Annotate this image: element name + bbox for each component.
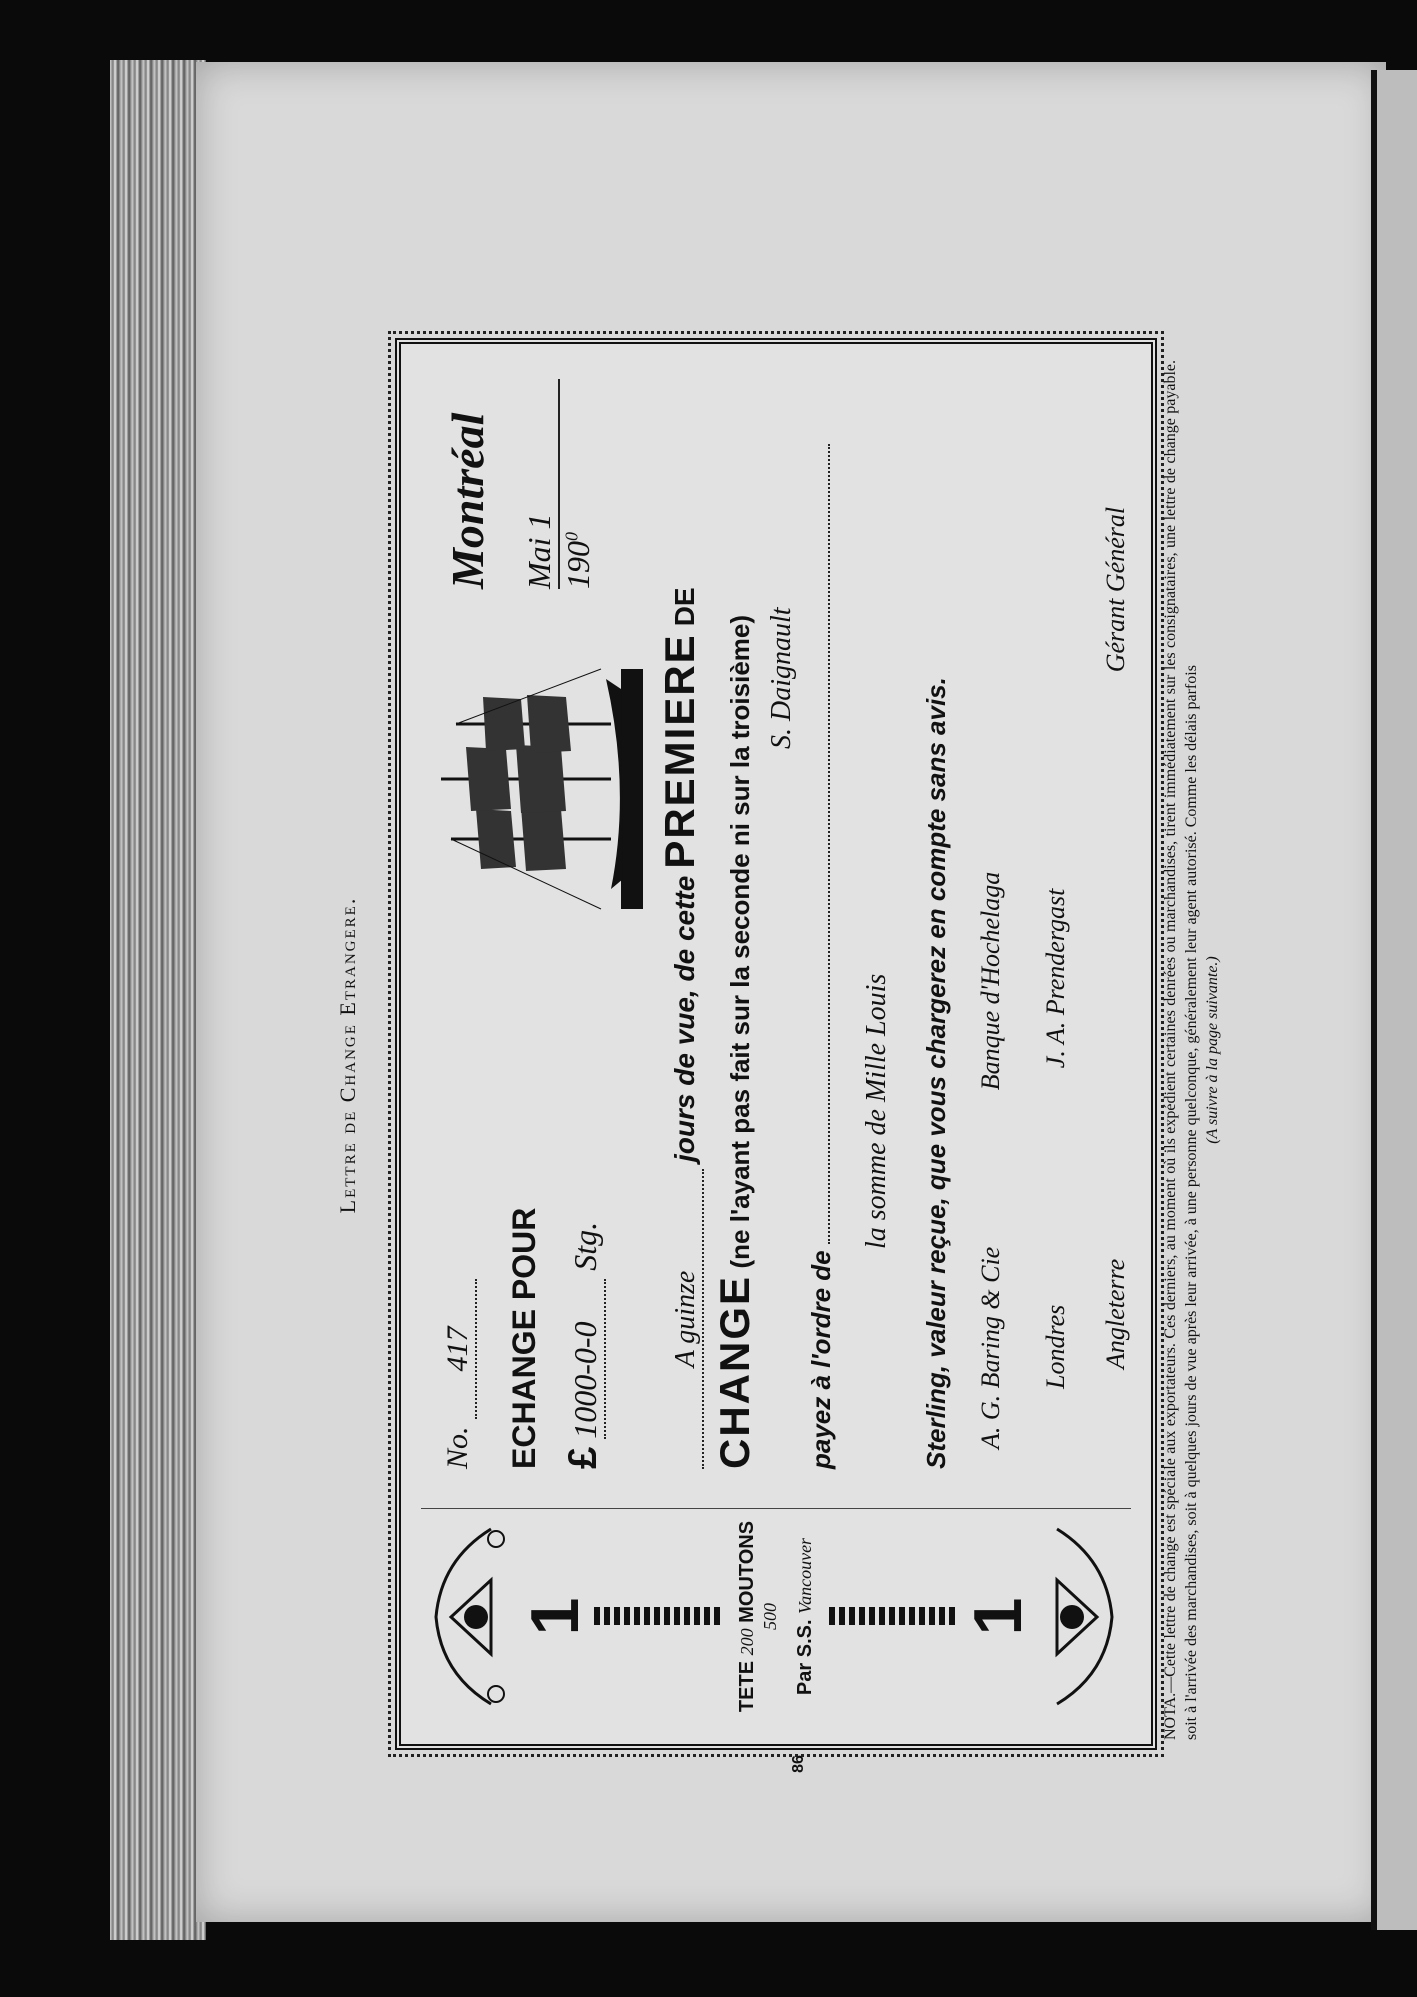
order-label: payez à l'ordre de <box>806 1250 836 1469</box>
stub-ship-value: Vancouver <box>795 1537 815 1614</box>
city-hand: Londres <box>1041 1304 1070 1389</box>
date-value: Mai 1 <box>521 379 560 589</box>
sterling-row <box>921 374 952 1469</box>
stub-ornament-bottom <box>1037 1509 1127 1724</box>
stub-moutons-label: MOUTONS <box>736 1520 758 1623</box>
page-heading: Lettre de Change Etrangere. <box>335 896 360 1214</box>
pound-sign: £ <box>561 1446 605 1469</box>
echange-label: ECHANGE POUR <box>506 1207 542 1469</box>
bank-hand: Banque d'Hochelaga <box>976 871 1005 1091</box>
order-row <box>806 374 837 1469</box>
payee-hand: S. Daignault <box>766 607 797 749</box>
change-word: CHANGE <box>711 1274 758 1469</box>
rotated-page-content <box>335 330 1221 1780</box>
stub-number-bottom: 1 <box>960 1597 1036 1636</box>
adjacent-page-edge <box>1371 70 1417 1930</box>
place-name: Montréal <box>442 412 493 589</box>
change-row <box>711 374 759 1469</box>
page-number: 86 <box>789 1755 807 1773</box>
stub-ship-label: Par S.S. <box>794 1619 816 1696</box>
payee-row <box>766 374 798 749</box>
footnote-continued: (A suivre à la page suivante.) <box>1204 956 1221 1144</box>
year-label: 190 <box>560 541 596 589</box>
year-suffix: 0 <box>561 532 582 541</box>
number-label: No. <box>441 1426 474 1469</box>
footnote <box>1160 360 1223 1740</box>
stub-moutons-value: 500 <box>760 1603 780 1630</box>
sterling-text: Sterling, valeur reçue, que vous chargerez en compte sans avis. <box>921 677 951 1469</box>
sum-row <box>861 374 893 1249</box>
stub-line-tete <box>736 1509 782 1724</box>
sum-hand: la somme de Mille Louis <box>861 973 892 1249</box>
stub-number-top: 1 <box>517 1597 593 1636</box>
stub-line-ship <box>794 1509 817 1724</box>
cheque-stub <box>421 1508 1131 1724</box>
stub-chain-bottom <box>829 1608 959 1626</box>
place-row <box>441 374 494 589</box>
days-row <box>656 374 704 1469</box>
title-hand: Gérant Général <box>1101 506 1130 673</box>
days-text: jours de vue, de cette <box>669 875 700 1162</box>
amount-row <box>561 374 606 1469</box>
book-binding-edge <box>110 60 206 1940</box>
footnote-text: NOTA.—Cette lettre de change est spéciale aux exportateurs. Ces derniers, au moment où ils expédient certaines denrées ou marchandises, tirent immédiatement sur les consignataires, une lettre de change payable. soit à l'arrivée des marchandises, soit à quelques jours de vue après leur arrivée, à une personne quelconque, généralement leur agent autorisé. Comme les délais parfois <box>1162 360 1200 1740</box>
country-row <box>1101 374 1131 1469</box>
bill-of-exchange <box>395 338 1157 1750</box>
stg-label: Stg. <box>567 1221 603 1271</box>
cheque-body <box>431 374 1131 1469</box>
drawee-hand: A. G. Baring & Cie <box>976 1246 1005 1449</box>
country-hand: Angleterre <box>1101 1258 1130 1369</box>
stub-tete-value: 200 <box>737 1628 757 1656</box>
amount-value: 1000-0-0 <box>567 1279 606 1439</box>
de-word: DE <box>669 587 700 627</box>
change-note: (ne l'ayant pas fait sur la seconde ni sur la troisième) <box>725 614 755 1269</box>
days-hand: A guinze <box>670 1169 704 1469</box>
stub-chain-top <box>594 1608 724 1626</box>
number-value: 417 <box>441 1279 477 1419</box>
signer-hand: J. A. Prendergast <box>1041 888 1070 1069</box>
order-line <box>828 444 830 1244</box>
city-row <box>1041 374 1071 1469</box>
stub-tete-label: TETE <box>736 1660 758 1713</box>
stub-ornament-top <box>421 1509 511 1724</box>
drawee-row <box>976 374 1006 1469</box>
premiere-word: PREMIERE <box>656 633 703 869</box>
